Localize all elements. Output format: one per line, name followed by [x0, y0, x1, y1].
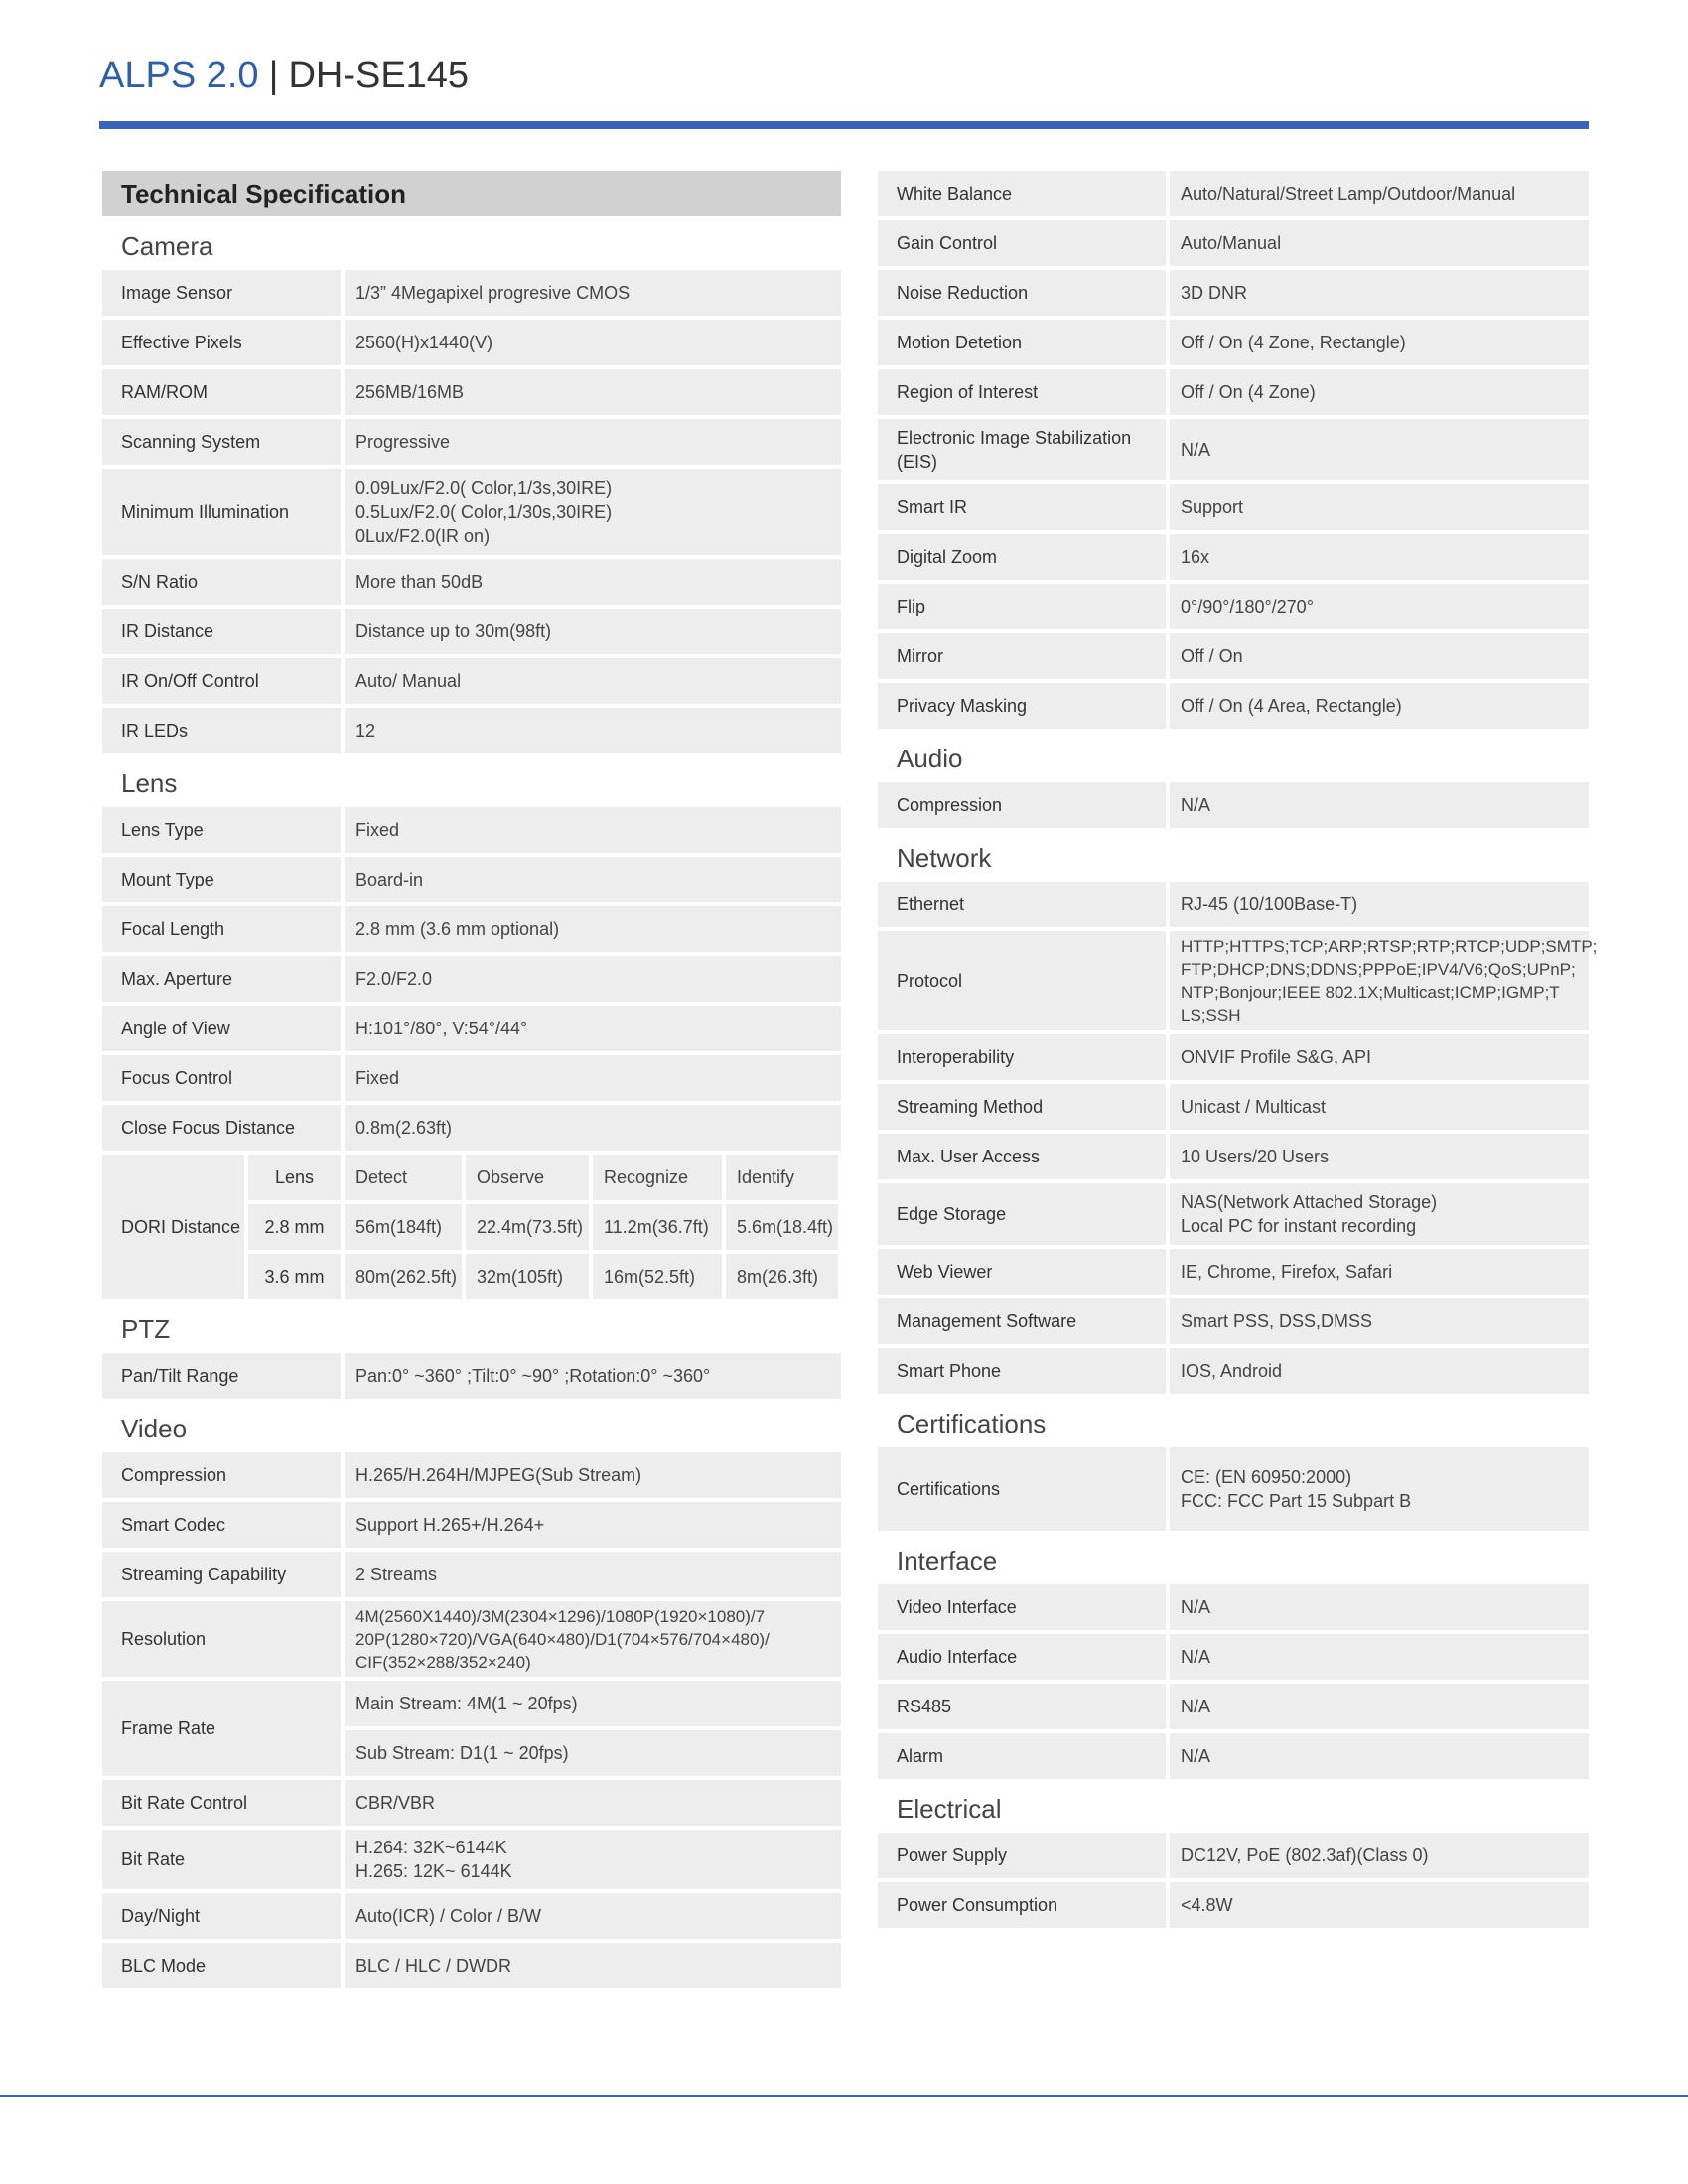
spec-label: Smart Codec: [102, 1502, 341, 1548]
spec-row-flip: [878, 584, 1589, 629]
section-heading-certifications: Certifications: [897, 1409, 1047, 1438]
value-line: CE: (EN 60950:2000): [1181, 1467, 1352, 1487]
spec-row-interoperability: [878, 1034, 1589, 1080]
spec-label: Angle of View: [102, 1006, 341, 1051]
value-line: LS;SSH: [1181, 1006, 1241, 1024]
spec-label: Smart Phone: [878, 1348, 1166, 1394]
spec-row-smart-codec: [102, 1502, 841, 1548]
section-heading-camera: Camera: [121, 231, 213, 261]
spec-label: Interoperability: [878, 1034, 1166, 1080]
spec-title: Technical Specification: [102, 171, 841, 216]
spec-value: Off / On (4 Zone, Rectangle): [1170, 320, 1589, 365]
spec-row-gain-control: [878, 220, 1589, 266]
value-line: 4M(2560X1440)/3M(2304×1296)/1080P(1920×1080)/7: [355, 1606, 766, 1626]
spec-value: [345, 1830, 841, 1889]
spec-label: Max. User Access: [878, 1134, 1166, 1179]
value-line: CIF(352×288/352×240): [355, 1652, 531, 1672]
spec-row-ir-onoff: [102, 658, 841, 704]
section-heading-electrical: Electrical: [897, 1794, 1002, 1824]
spec-value: 3D DNR: [1170, 270, 1589, 316]
page-header: [99, 52, 469, 99]
dori-cell: 5.6m(18.4ft): [726, 1204, 838, 1250]
value-line: 0.09Lux/F2.0( Color,1/3s,30IRE): [355, 478, 613, 498]
value-line: FCC: FCC Part 15 Subpart B: [1181, 1491, 1412, 1511]
frame-rate-values: [345, 1681, 841, 1776]
spec-row-audio-compression: [878, 782, 1589, 828]
value-line: 0.5Lux/F2.0( Color,1/30s,30IRE): [355, 501, 613, 522]
dori-cell: 8m(26.3ft): [726, 1254, 838, 1299]
spec-value: Fixed: [345, 807, 841, 853]
spec-value: [1170, 1447, 1589, 1531]
spec-label: Digital Zoom: [878, 534, 1166, 580]
value-line: H.264: 32K~6144K: [355, 1838, 507, 1857]
spec-row-ir-distance: [102, 609, 841, 654]
spec-label: Alarm: [878, 1733, 1166, 1779]
spec-row-scanning-system: [102, 419, 841, 465]
spec-row-minimum-illumination: [102, 469, 841, 555]
spec-row-power-consumption: [878, 1882, 1589, 1928]
spec-value: <4.8W: [1170, 1882, 1589, 1928]
spec-value: [1170, 931, 1598, 1030]
dori-header-cell: Observe: [466, 1155, 589, 1200]
spec-label: Power Supply: [878, 1833, 1166, 1878]
dori-cell: 16m(52.5ft): [593, 1254, 722, 1299]
spec-row-image-sensor: [102, 270, 841, 316]
spec-row-effective-pixels: [102, 320, 841, 365]
spec-value: DC12V, PoE (802.3af)(Class 0): [1170, 1833, 1589, 1878]
spec-row-compression: [102, 1452, 841, 1498]
dori-cell: 11.2m(36.7ft): [593, 1204, 722, 1250]
spec-row-region-of-interest: [878, 369, 1589, 415]
spec-value: [345, 1601, 841, 1677]
spec-value: Auto/Natural/Street Lamp/Outdoor/Manual: [1170, 171, 1589, 216]
spec-value: 12: [345, 708, 841, 753]
spec-value: More than 50dB: [345, 559, 841, 605]
footer-rule: [0, 2095, 1688, 2097]
spec-label: Close Focus Distance: [102, 1105, 341, 1151]
dori-header-cell: Recognize: [593, 1155, 722, 1200]
spec-value: N/A: [1170, 419, 1589, 480]
value-line: NTP;Bonjour;IEEE 802.1X;Multicast;ICMP;IGMP;T: [1181, 983, 1560, 1002]
spec-row-digital-zoom: [878, 534, 1589, 580]
spec-label: Certifications: [878, 1447, 1166, 1531]
spec-value: Off / On (4 Area, Rectangle): [1170, 683, 1589, 729]
spec-row-pan-tilt: [102, 1353, 841, 1399]
spec-row-management-software: [878, 1298, 1589, 1344]
spec-label: Compression: [878, 782, 1166, 828]
spec-value: 0.8m(2.63ft): [345, 1105, 841, 1151]
spec-row-eis: [878, 419, 1589, 480]
spec-label: Power Consumption: [878, 1882, 1166, 1928]
dori-cell: 3.6 mm: [248, 1254, 341, 1299]
spec-value: Auto/Manual: [1170, 220, 1589, 266]
spec-value: 2560(H)x1440(V): [345, 320, 841, 365]
spec-column-left: [102, 171, 841, 1992]
spec-label: Pan/Tilt Range: [102, 1353, 341, 1399]
spec-row-close-focus: [102, 1105, 841, 1151]
spec-row-alarm: [878, 1733, 1589, 1779]
spec-row-ethernet: [878, 882, 1589, 927]
dori-header-cell: Lens: [248, 1155, 341, 1200]
spec-label: Effective Pixels: [102, 320, 341, 365]
dori-cell: 22.4m(73.5ft): [466, 1204, 589, 1250]
spec-value: H:101°/80°, V:54°/44°: [345, 1006, 841, 1051]
spec-row-bit-rate-control: [102, 1780, 841, 1826]
spec-value: H.265/H.264H/MJPEG(Sub Stream): [345, 1452, 841, 1498]
spec-label: Edge Storage: [878, 1183, 1166, 1245]
spec-value: Fixed: [345, 1055, 841, 1101]
spec-value: Smart PSS, DSS,DMSS: [1170, 1298, 1589, 1344]
spec-label: Flip: [878, 584, 1166, 629]
spec-label: RS485: [878, 1684, 1166, 1729]
spec-row-angle-of-view: [102, 1006, 841, 1051]
spec-value: [345, 469, 841, 555]
spec-value: ONVIF Profile S&G, API: [1170, 1034, 1589, 1080]
header-rule: [99, 121, 1589, 129]
spec-row-power-supply: [878, 1833, 1589, 1878]
spec-value: N/A: [1170, 1684, 1589, 1729]
value-line: Local PC for instant recording: [1181, 1216, 1417, 1236]
brand-name: ALPS 2.0: [99, 55, 259, 96]
label-line: Electronic Image Stabilization: [897, 428, 1132, 448]
spec-value: Main Stream: 4M(1 ~ 20fps): [345, 1681, 841, 1726]
spec-row-ir-leds: [102, 708, 841, 753]
spec-label: Web Viewer: [878, 1249, 1166, 1295]
value-line: FTP;DHCP;DNS;DDNS;PPPoE;IPV4/V6;QoS;UPnP;: [1181, 960, 1576, 979]
spec-label: Mount Type: [102, 857, 341, 902]
section-heading-video: Video: [121, 1414, 188, 1443]
spec-value: N/A: [1170, 1584, 1589, 1630]
section-heading-audio: Audio: [897, 744, 963, 773]
spec-row-ram-rom: [102, 369, 841, 415]
value-line: 0Lux/F2.0(IR on): [355, 525, 491, 546]
spec-value: Support H.265+/H.264+: [345, 1502, 841, 1548]
spec-row-white-balance: [878, 171, 1589, 216]
spec-value: N/A: [1170, 782, 1589, 828]
spec-row-mount-type: [102, 857, 841, 902]
dori-distance-table: [102, 1155, 841, 1299]
spec-value: 1/3” 4Megapixel progresive CMOS: [345, 270, 841, 316]
spec-value: 2 Streams: [345, 1552, 841, 1597]
spec-label: Max. Aperture: [102, 956, 341, 1002]
spec-row-max-user-access: [878, 1134, 1589, 1179]
dori-cell: 32m(105ft): [466, 1254, 589, 1299]
spec-value: Progressive: [345, 419, 841, 465]
spec-row-protocol: [878, 931, 1598, 1030]
spec-label: Noise Reduction: [878, 270, 1166, 316]
spec-label: IR LEDs: [102, 708, 341, 753]
spec-label: BLC Mode: [102, 1943, 341, 1988]
spec-label: Mirror: [878, 633, 1166, 679]
spec-value: Support: [1170, 484, 1589, 530]
spec-value: 0°/90°/180°/270°: [1170, 584, 1589, 629]
spec-row-sn-ratio: [102, 559, 841, 605]
spec-value: 10 Users/20 Users: [1170, 1134, 1589, 1179]
spec-column-right: [878, 171, 1598, 1932]
spec-label: IR Distance: [102, 609, 341, 654]
spec-value: Off / On: [1170, 633, 1589, 679]
section-heading-network: Network: [897, 843, 992, 873]
section-heading-ptz: PTZ: [121, 1314, 171, 1344]
spec-label: DORI Distance: [102, 1155, 244, 1299]
spec-row-smart-phone: [878, 1348, 1589, 1394]
spec-label: Focal Length: [102, 906, 341, 952]
spec-row-web-viewer: [878, 1249, 1589, 1295]
spec-value: 16x: [1170, 534, 1589, 580]
section-heading-interface: Interface: [897, 1546, 998, 1575]
spec-row-video-interface: [878, 1584, 1589, 1630]
dori-header-cell: Identify: [726, 1155, 838, 1200]
spec-label: Region of Interest: [878, 369, 1166, 415]
spec-label: Lens Type: [102, 807, 341, 853]
spec-value: Auto(ICR) / Color / B/W: [345, 1893, 841, 1939]
spec-row-certifications: [878, 1447, 1589, 1531]
spec-row-bit-rate: [102, 1830, 841, 1889]
dori-cell: 56m(184ft): [345, 1204, 462, 1250]
spec-label: Frame Rate: [102, 1681, 341, 1776]
spec-label: Streaming Method: [878, 1084, 1166, 1130]
spec-label: Scanning System: [102, 419, 341, 465]
value-line: H.265: 12K~ 6144K: [355, 1861, 512, 1881]
spec-value: Board-in: [345, 857, 841, 902]
spec-row-audio-interface: [878, 1634, 1589, 1680]
spec-value: Pan:0° ~360° ;Tilt:0° ~90° ;Rotation:0° ~360°: [345, 1353, 841, 1399]
spec-label: White Balance: [878, 171, 1166, 216]
label-line: (EIS): [897, 452, 938, 472]
section-heading-lens: Lens: [121, 768, 178, 798]
spec-row-streaming-capability: [102, 1552, 841, 1597]
spec-label: Bit Rate: [102, 1830, 341, 1889]
spec-label: Smart IR: [878, 484, 1166, 530]
spec-label: Minimum Illumination: [102, 469, 341, 555]
spec-row-blc-mode: [102, 1943, 841, 1988]
value-line: NAS(Network Attached Storage): [1181, 1192, 1438, 1212]
spec-row-lens-type: [102, 807, 841, 853]
spec-value: F2.0/F2.0: [345, 956, 841, 1002]
spec-label: Bit Rate Control: [102, 1780, 341, 1826]
dori-grid: [248, 1155, 838, 1299]
spec-row-max-aperture: [102, 956, 841, 1002]
spec-row-privacy-masking: [878, 683, 1589, 729]
spec-label: Image Sensor: [102, 270, 341, 316]
spec-label: S/N Ratio: [102, 559, 341, 605]
spec-value: Distance up to 30m(98ft): [345, 609, 841, 654]
spec-label: RAM/ROM: [102, 369, 341, 415]
spec-value: CBR/VBR: [345, 1780, 841, 1826]
spec-row-noise-reduction: [878, 270, 1589, 316]
spec-value: Unicast / Multicast: [1170, 1084, 1589, 1130]
spec-label: Focus Control: [102, 1055, 341, 1101]
spec-value: N/A: [1170, 1733, 1589, 1779]
spec-label: Privacy Masking: [878, 683, 1166, 729]
spec-value: Auto/ Manual: [345, 658, 841, 704]
spec-value: 2.8 mm (3.6 mm optional): [345, 906, 841, 952]
dori-header-cell: Detect: [345, 1155, 462, 1200]
spec-value: Off / On (4 Zone): [1170, 369, 1589, 415]
spec-row-day-night: [102, 1893, 841, 1939]
spec-row-focal-length: [102, 906, 841, 952]
spec-value: IOS, Android: [1170, 1348, 1589, 1394]
spec-row-smart-ir: [878, 484, 1589, 530]
value-line: 20P(1280×720)/VGA(640×480)/D1(704×576/704×480)/: [355, 1629, 770, 1649]
spec-value: 256MB/16MB: [345, 369, 841, 415]
spec-row-mirror: [878, 633, 1589, 679]
header-separator: |: [268, 55, 279, 96]
spec-value: IE, Chrome, Firefox, Safari: [1170, 1249, 1589, 1295]
spec-label: Gain Control: [878, 220, 1166, 266]
spec-label: Management Software: [878, 1298, 1166, 1344]
dori-cell: 80m(262.5ft): [345, 1254, 462, 1299]
spec-row-resolution: [102, 1601, 841, 1677]
spec-label: Ethernet: [878, 882, 1166, 927]
spec-row-rs485: [878, 1684, 1589, 1729]
spec-value: N/A: [1170, 1634, 1589, 1680]
dori-cell: 2.8 mm: [248, 1204, 341, 1250]
spec-label: Compression: [102, 1452, 341, 1498]
spec-label: Day/Night: [102, 1893, 341, 1939]
spec-row-streaming-method: [878, 1084, 1589, 1130]
spec-label: Motion Detetion: [878, 320, 1166, 365]
spec-label: [878, 419, 1166, 480]
spec-label: Audio Interface: [878, 1634, 1166, 1680]
spec-label: IR On/Off Control: [102, 658, 341, 704]
spec-row-frame-rate: [102, 1681, 841, 1776]
spec-label: Video Interface: [878, 1584, 1166, 1630]
value-line: HTTP;HTTPS;TCP;ARP;RTSP;RTP;RTCP;UDP;SMTP;: [1181, 937, 1598, 956]
spec-row-focus-control: [102, 1055, 841, 1101]
spec-value: RJ-45 (10/100Base-T): [1170, 882, 1589, 927]
spec-row-motion-detection: [878, 320, 1589, 365]
spec-value: Sub Stream: D1(1 ~ 20fps): [345, 1730, 841, 1776]
spec-row-edge-storage: [878, 1183, 1589, 1245]
spec-label: Protocol: [878, 931, 1166, 1030]
spec-label: Streaming Capability: [102, 1552, 341, 1597]
spec-value: BLC / HLC / DWDR: [345, 1943, 841, 1988]
model-name: DH-SE145: [288, 55, 470, 96]
spec-value: [1170, 1183, 1589, 1245]
spec-label: Resolution: [102, 1601, 341, 1677]
